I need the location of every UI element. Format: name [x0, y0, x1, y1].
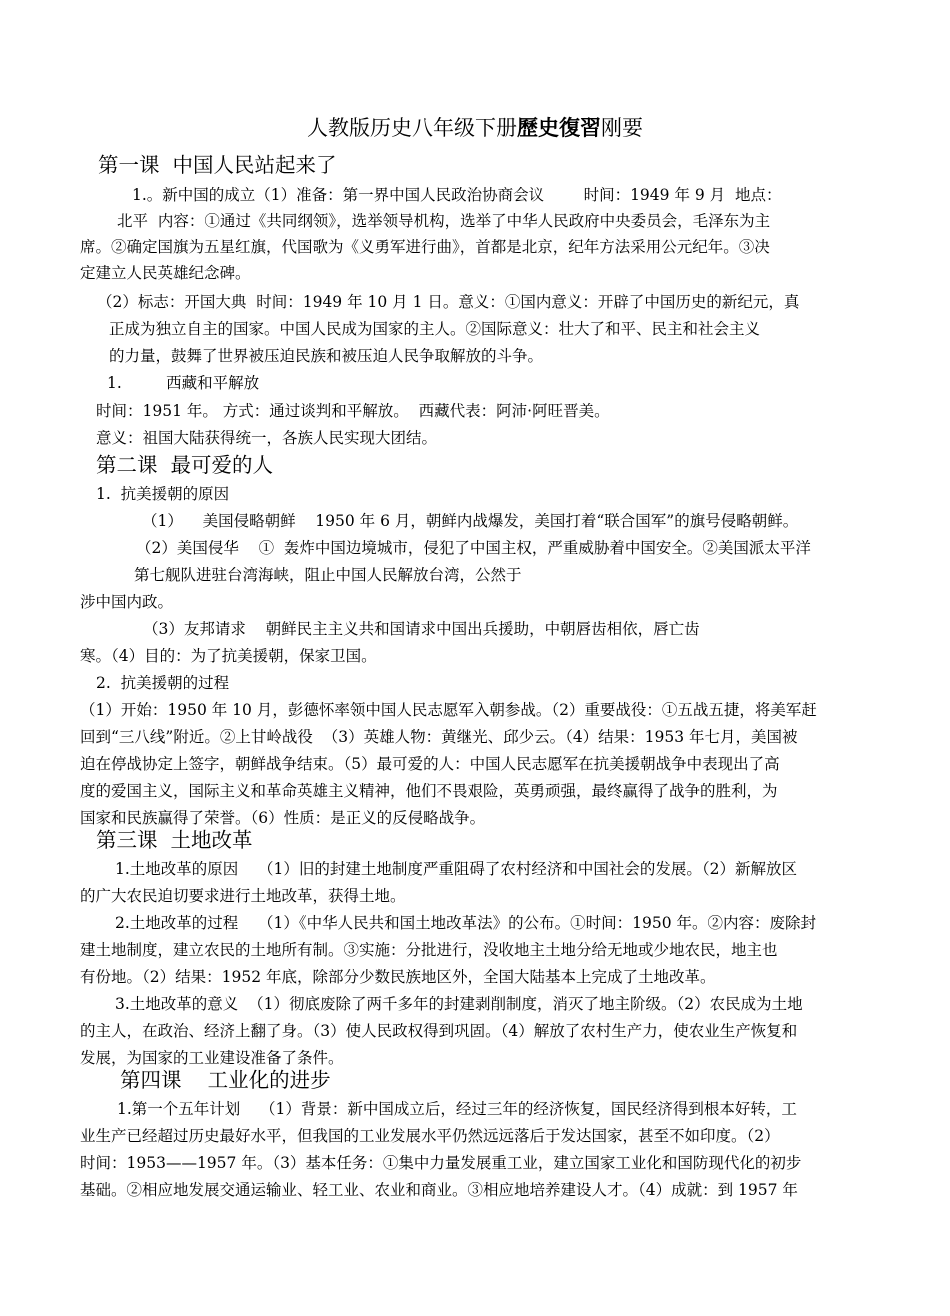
lesson2-line: 度的爱国主义，国际主义和革命英雄主义精神，他们不畏艰险，英勇顽强，最终赢得了战争的胜利，为: [80, 782, 778, 800]
lesson3-line: 发展，为国家的工业建设准备了条件。: [80, 1049, 344, 1067]
lesson3-line: 2.土地改革的过程 （1）《中华人民共和国土地改革法》的公布。①时间：1950 年。②内容：废除封: [115, 914, 816, 932]
lesson3-line: 3.土地改革的意义 （1）彻底废除了两千多年的封建剥削制度，消灭了地主阶级。（2）农民成为土地: [115, 995, 803, 1013]
lesson3-line: 有份地。（2）结果：1952 年底，除部分少数民族地区外，全国大陆基本上完成了土地改革。: [80, 968, 716, 986]
lesson2-line: （1） 美国侵略朝鲜 1950 年 6 月，朝鲜内战爆发，美国打着“联合国军”的旗号侵略朝鲜。: [142, 512, 799, 530]
lesson3-line: 的广大农民迫切要求进行土地改革，获得土地。: [80, 887, 406, 905]
lesson1-heading: 第一课 中国人民站起来了: [98, 153, 337, 177]
lesson3-line: 建土地制度，建立农民的土地所有制。③实施：分批进行，没收地主土地分给无地或少地农民，地主也: [80, 941, 778, 959]
lesson1-line: 1. 西藏和平解放: [107, 374, 260, 392]
lesson1-line: 席。②确定国旗为五星红旗，代国歌为《义勇军进行曲》，首都是北京，纪年方法采用公元纪年。③决: [80, 238, 770, 256]
lesson1-line: 定建立人民英雄纪念碑。: [80, 264, 251, 282]
lesson2-line: （2）美国侵华 ① 轰炸中国边境城市，侵犯了中国主权，严重威胁着中国安全。②美国派太平洋: [136, 539, 811, 557]
lesson2-line: 寒。（4）目的：为了抗美援朝，保家卫国。: [80, 647, 377, 665]
lesson2-heading: 第二课 最可爱的人: [96, 453, 274, 477]
lesson4-line: 业生产已经超过历史最好水平，但我国的工业发展水平仍然远远落后于发达国家，甚至不如印度。（2）: [80, 1127, 780, 1145]
lesson1-line: （2）标志：开国大典 时间：1949 年 10 月 1 日。意义：①国内意义：开辟了中国历史的新纪元，真: [97, 293, 800, 311]
lesson4-line: 1.第一个五年计划 （1）背景：新中国成立后，经过三年的经济恢复，国民经济得到根本好转，工: [117, 1100, 797, 1118]
lesson3-line: 1.土地改革的原因 （1）旧的封建土地制度严重阻碍了农村经济和中国社会的发展。（2）新解放区: [115, 860, 797, 878]
lesson4-line: 基础。②相应地发展交通运输业、轻工业、农业和商业。③相应地培养建设人才。（4）成就：到 1957 年: [80, 1181, 798, 1199]
lesson2-line: 国家和民族赢得了荣誉。（6）性质：是正义的反侵略战争。: [80, 809, 486, 827]
lesson1-line: 的力量，鼓舞了世界被压迫民族和被压迫人民争取解放的斗争。: [109, 347, 544, 365]
lesson2-line: 迫在停战协定上签字，朝鲜战争结束。（5）最可爱的人：中国人民志愿军在抗美援朝战争中表现出了高: [80, 755, 780, 773]
lesson4-line: 时间：1953——1957 年。（3）基本任务：①集中力量发展重工业，建立国家工业化和国防现代化的初步: [80, 1154, 802, 1172]
lesson2-line: （1）开始：1950 年 10 月，彭德怀率领中国人民志愿军入朝参战。（2）重要战役：①五战五捷，将美军赶: [80, 701, 817, 719]
title-part-a: 人教版历史八年级下册: [307, 116, 517, 140]
lesson4-heading: 第四课 工业化的进步: [120, 1068, 331, 1092]
lesson2-line: 涉中国内政。: [80, 593, 174, 611]
title-part-c: 刚要: [601, 116, 643, 140]
lesson1-line: 意义：祖国大陆获得统一，各族人民实现大团结。: [96, 429, 438, 447]
lesson2-line: （3）友邦请求 朝鲜民主主义共和国请求中国出兵援助，中朝唇齿相依，唇亡齿: [143, 620, 700, 638]
title-part-b: 歷史復習: [517, 115, 601, 140]
lesson1-line: 正成为独立自主的国家。中国人民成为国家的主人。②国际意义：壮大了和平、民主和社会主义: [109, 320, 761, 338]
lesson1-line: 1.。新中国的成立（1）准备：第一界中国人民政治协商会议 时间：1949 年 9 月 地点：: [132, 186, 782, 204]
lesson2-line: 2. 抗美援朝的过程: [96, 674, 230, 692]
lesson2-line: 回到“三八线”附近。②上甘岭战役 （3）英雄人物：黄继光、邱少云。（4）结果：1953 年七月，美国被: [80, 728, 798, 746]
lesson3-heading: 第三课 土地改革: [96, 828, 253, 852]
lesson2-line: 第七舰队进驻台湾海峡，阻止中国人民解放台湾，公然于: [134, 566, 522, 584]
lesson3-line: 的主人，在政治、经济上翻了身。（3）使人民政权得到巩固。（4）解放了农村生产力，使农业生产恢复和: [80, 1022, 798, 1040]
document-title: [0, 113, 950, 143]
lesson1-line: 时间：1951 年。 方式：通过谈判和平解放。 西藏代表：阿沛·阿旺晋美。: [96, 402, 610, 420]
lesson2-line: 1. 抗美援朝的原因: [96, 485, 230, 503]
lesson1-line: 北平 内容：①通过《共同纲领》，选举领导机构，选举了中华人民政府中央委员会，毛泽东为主: [117, 212, 771, 230]
